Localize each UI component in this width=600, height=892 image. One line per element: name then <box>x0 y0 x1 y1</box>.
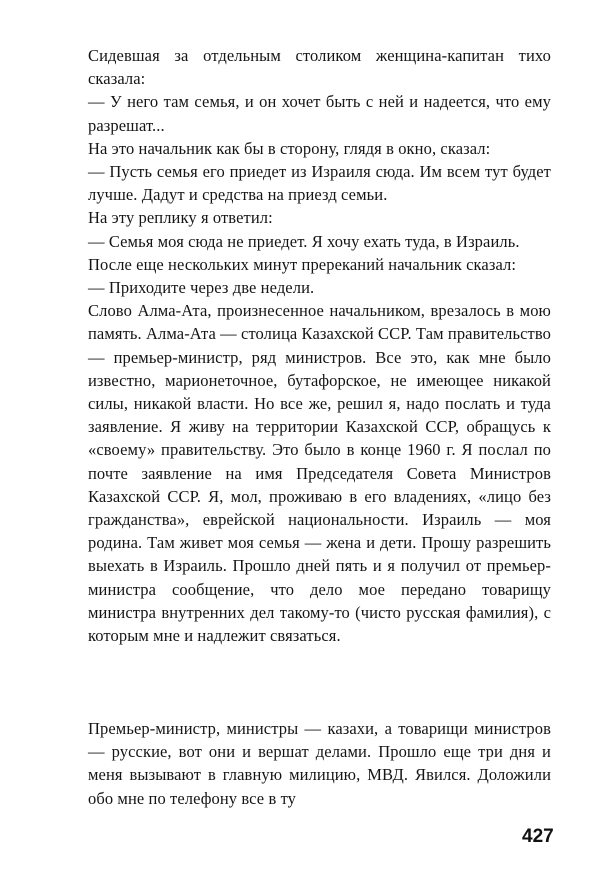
main-text-block <box>88 44 551 647</box>
continuation-text-block <box>88 717 551 810</box>
paragraph-4: — Пусть семья его приедет из Израиля сюда. Им всем тут будет лучше. Дадут и средства на приезд семьи. <box>88 162 551 205</box>
paragraph-3: На это начальник как бы в сторону, глядя в окно, сказал: <box>88 138 491 158</box>
paragraph-8: — Приходите через две недели. <box>88 278 315 298</box>
paragraph-9: Слово Алма-Ата, произнесенное начальником, врезалось в мою память. Алма-Ата — столица Казахской ССР. Там правительство — премьер-министр, ряд министров. Все это, как мне было известно, марионеточное, бутафорское, не имеющее никакой силы, никакой власти. Но все же, решил я, надо послать и туда заявление. Я живу на территории Казахской ССР, обращусь к «своему» правительству. Это было в конце 1960 г. Я послал по почте заявление на имя Председателя Совета Министров Казахской ССР. Я, мол, проживаю в его владениях, «лицо без гражданства», еврейской национальности. Израиль — моя родина. Там живет моя семья — жена и дети. Прошу разрешить выехать в Израиль. Прошло дней пять и я получил от премьер-министра сообщение, что дело мое передано товарищу министра внутренних дел такому-то (чисто русская фамилия), с которым мне и надлежит связаться. <box>88 301 551 646</box>
paragraph-5: На эту реплику я ответил: <box>88 208 273 228</box>
paragraph-7: После еще нескольких минут пререканий начальник сказал: <box>88 254 517 274</box>
paragraph-10: Премьер-министр, министры — казахи, а товарищи министров — русские, вот они и вершат делами. Прошло еще три дня и меня вызывают в главную милицию, МВД. Явился. Доложили обо мне по телефону все в ту <box>88 719 551 808</box>
paragraph-1: Сидевшая за отдельным столиком женщина-капитан тихо сказала: <box>88 46 551 89</box>
paragraph-2: — У него там семья, и он хочет быть с ней и надеется, что ему разрешат... <box>88 92 551 135</box>
paragraph-6: — Семья моя сюда не приедет. Я хочу ехать туда, в Израиль. <box>88 231 520 251</box>
page-number: 427 <box>522 826 554 847</box>
